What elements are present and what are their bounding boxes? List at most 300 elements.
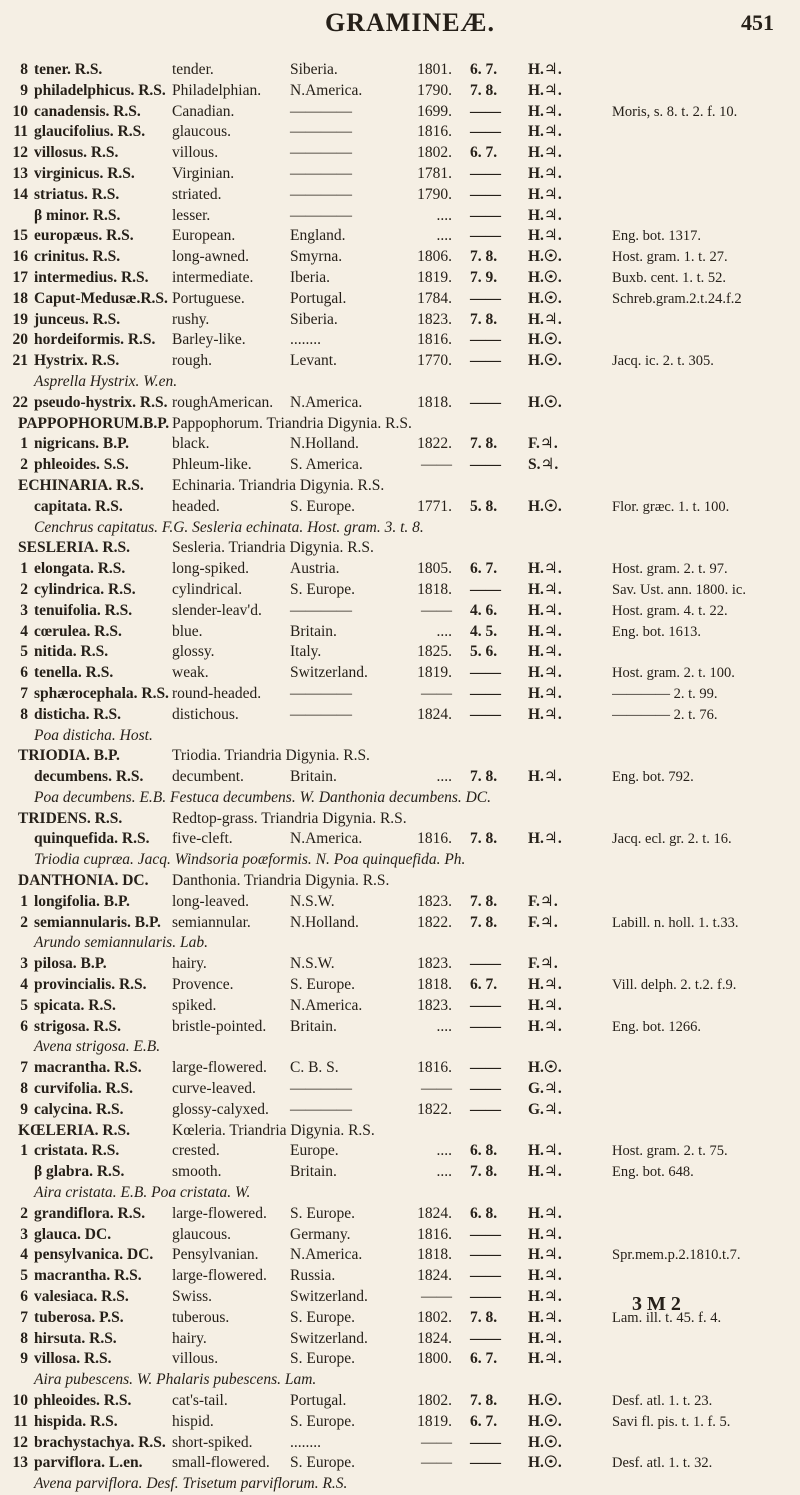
- reference: ———— 2. t. 76.: [612, 706, 718, 723]
- species-row: [0, 663, 800, 684]
- species-row: [0, 1017, 800, 1038]
- native-region: ————: [290, 1100, 352, 1118]
- flowering-months: 5. 8.: [470, 497, 498, 515]
- english-name: small-flowered.: [172, 1454, 270, 1472]
- native-region: S. Europe.: [290, 1350, 356, 1368]
- introduction-year: 1781.: [417, 164, 452, 182]
- life-duration: H.♃.: [528, 580, 562, 598]
- species-number: 7: [20, 1308, 28, 1326]
- native-region: Switzerland.: [290, 1329, 368, 1347]
- english-name: semiannular.: [172, 913, 251, 931]
- page-header: [0, 4, 800, 44]
- life-duration: H.☉.: [528, 352, 562, 370]
- species-row: [0, 1162, 800, 1183]
- species-row: [0, 393, 800, 414]
- introduction-year: 1818.: [417, 1246, 452, 1264]
- english-name: tender.: [172, 61, 214, 78]
- genus-description: Redtop-grass. Triandria Digynia. R.S.: [172, 809, 407, 827]
- introduction-year: 1823.: [417, 955, 452, 973]
- life-duration: H.♃.: [528, 123, 562, 141]
- english-name: Swiss.: [172, 1288, 213, 1306]
- introduction-year: 1800.: [417, 1350, 452, 1368]
- introduction-year: 1816.: [417, 830, 452, 848]
- species-number: 9: [20, 81, 28, 99]
- species-number: 10: [12, 102, 28, 120]
- reference: Desf. atl. 1. t. 32.: [612, 1455, 713, 1472]
- synonym-text: Poa disticha. Host.: [34, 726, 153, 744]
- life-duration: H.♃.: [528, 1163, 562, 1181]
- species-row: [0, 1266, 800, 1287]
- genus-heading: [0, 414, 800, 435]
- reference: Host. gram. 4. t. 22.: [612, 602, 728, 619]
- synonym-text: Avena strigosa. E.B.: [34, 1038, 161, 1056]
- native-region: S. Europe.: [290, 1204, 356, 1222]
- native-region: ————: [290, 123, 352, 141]
- english-name: weak.: [172, 664, 209, 682]
- native-region: England.: [290, 227, 346, 245]
- introduction-year: 1770.: [417, 352, 452, 370]
- native-region: ————: [290, 185, 352, 203]
- genus-description: Sesleria. Triandria Digynia. R.S.: [172, 539, 374, 557]
- english-name: hairy.: [172, 1329, 207, 1347]
- english-name: large-flowered.: [172, 1267, 267, 1285]
- life-duration: H.☉.: [528, 1059, 562, 1077]
- flowering-months: ——: [470, 1225, 501, 1243]
- english-name: decumbent.: [172, 768, 244, 786]
- english-name: spiked.: [172, 996, 217, 1014]
- life-duration: H.☉.: [528, 289, 562, 307]
- native-region: ————: [290, 684, 352, 702]
- life-duration: H.♃.: [528, 705, 562, 723]
- life-duration: H.♃.: [528, 1350, 562, 1368]
- species-number: 8: [20, 1329, 28, 1347]
- species-name: glauca. DC.: [34, 1225, 112, 1243]
- life-duration: H.♃.: [528, 1308, 562, 1326]
- life-duration: H.☉.: [528, 331, 562, 349]
- species-number: 4: [20, 1246, 28, 1264]
- native-region: Britain.: [290, 1017, 337, 1035]
- english-name: rushy.: [172, 310, 210, 328]
- species-number: 14: [12, 185, 28, 203]
- life-duration: H.☉.: [528, 1433, 562, 1451]
- flowering-months: ——: [470, 123, 501, 141]
- introduction-year: 1790.: [417, 185, 452, 203]
- introduction-year: 1818.: [417, 580, 452, 598]
- synonym-text: Cenchrus capitatus. F.G. Sesleria echinata. Host. gram. 3. t. 8.: [34, 518, 424, 536]
- genus-description: Kœleria. Triandria Digynia. R.S.: [172, 1121, 375, 1139]
- english-name: blue.: [172, 622, 203, 640]
- species-name: calycina. R.S.: [34, 1100, 124, 1118]
- flowering-months: ——: [470, 1433, 501, 1451]
- life-duration: F.♃.: [528, 913, 558, 931]
- reference: Flor. græc. 1. t. 100.: [612, 498, 730, 515]
- life-duration: H.☉.: [528, 1412, 562, 1430]
- english-name: glaucous.: [172, 1225, 231, 1243]
- species-number: 9: [20, 1100, 28, 1118]
- introduction-year: ....: [436, 768, 452, 786]
- english-name: large-flowered.: [172, 1204, 267, 1222]
- reference: Sav. Ust. ann. 1800. ic.: [612, 581, 746, 598]
- synonym-line: [0, 518, 800, 539]
- native-region: S. Europe.: [290, 580, 356, 598]
- english-name: roughAmerican.: [172, 393, 274, 411]
- species-number: 6: [20, 1288, 28, 1306]
- life-duration: H.♃.: [528, 185, 562, 203]
- native-region: ————: [290, 705, 352, 723]
- life-duration: H.♃.: [528, 996, 562, 1014]
- reference: Jacq. ecl. gr. 2. t. 16.: [612, 831, 732, 848]
- species-row: [0, 351, 800, 372]
- life-duration: H.♃.: [528, 1267, 562, 1285]
- life-duration: F.♃.: [528, 955, 558, 973]
- flowering-months: ——: [470, 456, 501, 474]
- species-name: junceus. R.S.: [34, 310, 121, 328]
- species-row: [0, 954, 800, 975]
- species-name: Hystrix. R.S.: [34, 352, 120, 370]
- species-name: β minor. R.S.: [34, 206, 121, 224]
- genus-description: Pappophorum. Triandria Digynia. R.S.: [172, 414, 412, 432]
- introduction-year: ....: [436, 206, 452, 224]
- species-number: 1: [20, 1142, 28, 1160]
- introduction-year: 1806.: [417, 248, 452, 266]
- introduction-year: 1823.: [417, 892, 452, 910]
- flowering-months: 4. 6.: [470, 601, 498, 619]
- species-row: [0, 1453, 800, 1474]
- synonym-line: [0, 726, 800, 747]
- english-name: distichous.: [172, 705, 239, 723]
- species-number: 12: [12, 1433, 28, 1451]
- native-region: ........: [290, 1433, 321, 1451]
- life-duration: H.☉.: [528, 268, 562, 286]
- life-duration: H.♃.: [528, 560, 562, 578]
- species-row: [0, 289, 800, 310]
- flowering-months: 7. 8.: [470, 1308, 498, 1326]
- native-region: C. B. S.: [290, 1059, 339, 1077]
- introduction-year: 1818.: [417, 393, 452, 411]
- running-title: GRAMINEÆ.: [325, 8, 496, 37]
- native-region: Levant.: [290, 352, 337, 370]
- english-name: cat's-tail.: [172, 1392, 228, 1409]
- species-row: [0, 913, 800, 934]
- species-number: 6: [20, 1017, 28, 1035]
- introduction-year: ——: [421, 684, 452, 702]
- flowering-months: 7. 8.: [470, 310, 498, 328]
- life-duration: H.♃.: [528, 61, 562, 78]
- life-duration: H.♃.: [528, 643, 562, 661]
- life-duration: H.♃.: [528, 684, 562, 702]
- species-row: [0, 185, 800, 206]
- species-name: pilosa. B.P.: [34, 955, 107, 973]
- reference: Eng. bot. 792.: [612, 769, 694, 786]
- species-row: [0, 1225, 800, 1246]
- synonym-line: [0, 1037, 800, 1058]
- species-row: [0, 330, 800, 351]
- introduction-year: 1824.: [417, 1267, 452, 1285]
- species-row: [0, 975, 800, 996]
- species-name: hispida. R.S.: [34, 1412, 118, 1430]
- english-name: headed.: [172, 497, 220, 515]
- flowering-months: 6. 7.: [470, 144, 498, 162]
- flowering-months: 7. 8.: [470, 1163, 498, 1181]
- species-name: curvifolia. R.S.: [34, 1080, 134, 1098]
- species-name: valesiaca. R.S.: [34, 1288, 129, 1306]
- species-name: pensylvanica. DC.: [34, 1246, 154, 1264]
- species-number: 5: [20, 643, 28, 661]
- species-name: europæus. R.S.: [34, 227, 134, 245]
- native-region: ————: [290, 144, 352, 162]
- species-name: capitata. R.S.: [34, 497, 123, 515]
- native-region: S. Europe.: [290, 1412, 356, 1430]
- species-name: longifolia. B.P.: [34, 892, 130, 910]
- synonym-text: Triodia cupræa. Jacq. Windsoria poæformis. N. Poa quinquefida. Ph.: [34, 851, 466, 869]
- species-number: 5: [20, 1267, 28, 1285]
- english-name: villous.: [172, 144, 219, 162]
- species-number: 2: [20, 1204, 28, 1222]
- flowering-months: ——: [470, 102, 501, 120]
- english-name: crested.: [172, 1142, 220, 1160]
- species-row: [0, 268, 800, 289]
- species-row: [0, 1391, 800, 1412]
- reference: Buxb. cent. 1. t. 52.: [612, 269, 726, 286]
- english-name: hairy.: [172, 955, 207, 973]
- genus-name: DANTHONIA. DC.: [18, 872, 149, 890]
- native-region: ————: [290, 102, 352, 120]
- introduction-year: 1771.: [417, 497, 452, 515]
- native-region: Germany.: [290, 1225, 351, 1243]
- english-name: long-leaved.: [172, 892, 250, 910]
- flowering-months: ——: [470, 955, 501, 973]
- english-name: Virginian.: [172, 164, 235, 182]
- flowering-months: ——: [470, 164, 501, 182]
- native-region: N.America.: [290, 81, 363, 99]
- species-row: [0, 310, 800, 331]
- species-number: 11: [13, 123, 28, 141]
- species-number: 4: [20, 622, 28, 640]
- species-name: striatus. R.S.: [34, 185, 120, 203]
- reference: Eng. bot. 1317.: [612, 228, 702, 245]
- flowering-months: ——: [470, 1267, 501, 1285]
- species-name: grandiflora. R.S.: [34, 1204, 146, 1222]
- species-number: 20: [12, 331, 28, 349]
- english-name: round-headed.: [172, 684, 262, 702]
- reference: Desf. atl. 1. t. 23.: [612, 1393, 713, 1409]
- species-name: villosus. R.S.: [34, 144, 119, 162]
- species-row: [0, 164, 800, 185]
- species-row: [0, 455, 800, 476]
- genus-heading: [0, 476, 800, 497]
- life-duration: H.♃.: [528, 1225, 562, 1243]
- life-duration: H.♃.: [528, 976, 562, 994]
- life-duration: H.♃.: [528, 206, 562, 224]
- native-region: Iberia.: [290, 268, 331, 286]
- life-duration: H.♃.: [528, 310, 562, 328]
- native-region: Europe.: [290, 1142, 339, 1160]
- reference: Eng. bot. 1266.: [612, 1018, 702, 1035]
- english-name: slender-leav'd.: [172, 601, 262, 619]
- species-row: [0, 559, 800, 580]
- reference: Schreb.gram.2.t.24.f.2: [612, 290, 742, 307]
- life-duration: H.☉.: [528, 497, 562, 515]
- genus-name: ECHINARIA. R.S.: [18, 476, 144, 494]
- species-name: parviflora. L.en.: [34, 1454, 143, 1472]
- native-region: Britain.: [290, 622, 337, 640]
- english-name: tuberous.: [172, 1308, 230, 1326]
- introduction-year: ——: [421, 456, 452, 474]
- species-row: [0, 1204, 800, 1225]
- introduction-year: 1805.: [417, 560, 452, 578]
- genus-heading: [0, 746, 800, 767]
- reference: Spr.mem.p.2.1810.t.7.: [612, 1247, 741, 1264]
- page-number: 451: [741, 10, 774, 35]
- life-duration: H.☉.: [528, 248, 562, 266]
- species-number: 8: [20, 61, 28, 78]
- native-region: ————: [290, 206, 352, 224]
- flowering-months: ——: [470, 393, 501, 411]
- species-name: elongata. R.S.: [34, 560, 126, 578]
- introduction-year: 1819.: [417, 1412, 452, 1430]
- flowering-months: 7. 8.: [470, 830, 498, 848]
- life-duration: H.♃.: [528, 622, 562, 640]
- species-row: [0, 684, 800, 705]
- species-name: tenuifolia. R.S.: [34, 601, 133, 619]
- life-duration: G.♃.: [528, 1100, 562, 1118]
- introduction-year: 1819.: [417, 664, 452, 682]
- native-region: Russia.: [290, 1267, 336, 1285]
- native-region: Switzerland.: [290, 1288, 368, 1306]
- flowering-months: ——: [470, 1329, 501, 1347]
- species-row: [0, 497, 800, 518]
- flowering-months: ——: [470, 1100, 501, 1118]
- introduction-year: 1816.: [417, 1059, 452, 1077]
- species-name: brachystachya. R.S.: [34, 1433, 166, 1451]
- species-number: 1: [20, 892, 28, 910]
- native-region: S. Europe.: [290, 1454, 356, 1472]
- synonym-text: Aira pubescens. W. Phalaris pubescens. Lam.: [34, 1371, 317, 1389]
- species-row: [0, 1349, 800, 1370]
- introduction-year: ——: [421, 601, 452, 619]
- synonym-text: Avena parviflora. Desf. Trisetum parviflorum. R.S.: [34, 1475, 348, 1493]
- species-number: 16: [12, 248, 28, 266]
- native-region: N.America.: [290, 393, 363, 411]
- species-row: [0, 1412, 800, 1433]
- introduction-year: 1784.: [417, 289, 452, 307]
- native-region: Portugal.: [290, 1392, 347, 1409]
- flowering-months: 4. 5.: [470, 622, 498, 640]
- species-name: cristata. R.S.: [34, 1142, 120, 1160]
- life-duration: F.♃.: [528, 435, 558, 453]
- english-name: glossy.: [172, 643, 215, 661]
- native-region: Siberia.: [290, 310, 338, 328]
- introduction-year: ——: [421, 1433, 452, 1451]
- life-duration: H.♃.: [528, 144, 562, 162]
- introduction-year: 1790.: [417, 81, 452, 99]
- english-name: villous.: [172, 1350, 219, 1368]
- species-number: 2: [20, 456, 28, 474]
- introduction-year: 1822.: [417, 435, 452, 453]
- flowering-months: ——: [470, 1246, 501, 1264]
- reference: Host. gram. 2. t. 97.: [612, 561, 728, 578]
- flowering-months: 7. 8.: [470, 248, 498, 266]
- english-name: Canadian.: [172, 102, 235, 120]
- species-row: [0, 601, 800, 622]
- reference: Host. gram. 2. t. 75.: [612, 1143, 728, 1160]
- native-region: N.America.: [290, 830, 363, 848]
- introduction-year: 1824.: [417, 705, 452, 723]
- english-name: Pensylvanian.: [172, 1246, 259, 1264]
- species-number: 4: [20, 976, 28, 994]
- life-duration: S.♃.: [528, 456, 559, 474]
- introduction-year: 1802.: [417, 1392, 452, 1409]
- flowering-months: ——: [470, 289, 501, 307]
- species-name: pseudo-hystrix. R.S.: [34, 393, 168, 411]
- introduction-year: 1823.: [417, 996, 452, 1014]
- flowering-months: ——: [470, 580, 501, 598]
- introduction-year: ....: [436, 1142, 452, 1160]
- introduction-year: 1816.: [417, 331, 452, 349]
- life-duration: H.♃.: [528, 1142, 562, 1160]
- english-name: intermediate.: [172, 268, 254, 286]
- english-name: Philadelphian.: [172, 81, 262, 99]
- reference: ———— 2. t. 99.: [612, 685, 718, 702]
- species-number: 13: [12, 164, 28, 182]
- english-name: five-cleft.: [172, 830, 233, 848]
- reference: Host. gram. 1. t. 27.: [612, 249, 728, 266]
- species-name: β glabra. R.S.: [34, 1163, 125, 1181]
- life-duration: H.☉.: [528, 1392, 562, 1409]
- species-name: tenella. R.S.: [34, 664, 114, 682]
- species-name: nitida. R.S.: [34, 643, 109, 661]
- genus-heading: [0, 1121, 800, 1142]
- life-duration: F.♃.: [528, 892, 558, 910]
- flowering-months: 6. 7.: [470, 976, 498, 994]
- introduction-year: ....: [436, 227, 452, 245]
- flowering-months: 7. 8.: [470, 892, 498, 910]
- life-duration: H.♃.: [528, 1246, 562, 1264]
- native-region: S. Europe.: [290, 976, 356, 994]
- english-name: bristle-pointed.: [172, 1017, 267, 1035]
- flowering-months: 7. 8.: [470, 81, 498, 99]
- species-row: [0, 642, 800, 663]
- species-row: [0, 226, 800, 247]
- native-region: Austria.: [290, 560, 340, 578]
- flowering-months: ——: [470, 705, 501, 723]
- native-region: S. Europe.: [290, 1308, 356, 1326]
- genus-heading: [0, 538, 800, 559]
- introduction-year: ——: [421, 1288, 452, 1306]
- synonym-text: Poa decumbens. E.B. Festuca decumbens. W. Danthonia decumbens. DC.: [34, 788, 492, 806]
- introduction-year: 1822.: [417, 1100, 452, 1118]
- species-row: [0, 1079, 800, 1100]
- species-number: 22: [12, 393, 28, 411]
- english-name: black.: [172, 435, 210, 453]
- species-row: [0, 122, 800, 143]
- native-region: N.S.W.: [290, 955, 335, 973]
- species-row: [0, 434, 800, 455]
- introduction-year: ——: [421, 1454, 452, 1472]
- species-name: tener. R.S.: [34, 61, 103, 78]
- english-name: glossy-calyxed.: [172, 1100, 269, 1118]
- reference: Eng. bot. 648.: [612, 1164, 694, 1181]
- species-name: villosa. R.S.: [34, 1350, 112, 1368]
- flowering-months: 6. 7.: [470, 61, 498, 78]
- species-name: disticha. R.S.: [34, 705, 121, 723]
- introduction-year: 1818.: [417, 976, 452, 994]
- native-region: N.America.: [290, 1246, 363, 1264]
- english-name: Phleum-like.: [172, 456, 252, 474]
- introduction-year: 1699.: [417, 102, 452, 120]
- species-row: [0, 143, 800, 164]
- species-name: virginicus. R.S.: [34, 164, 135, 182]
